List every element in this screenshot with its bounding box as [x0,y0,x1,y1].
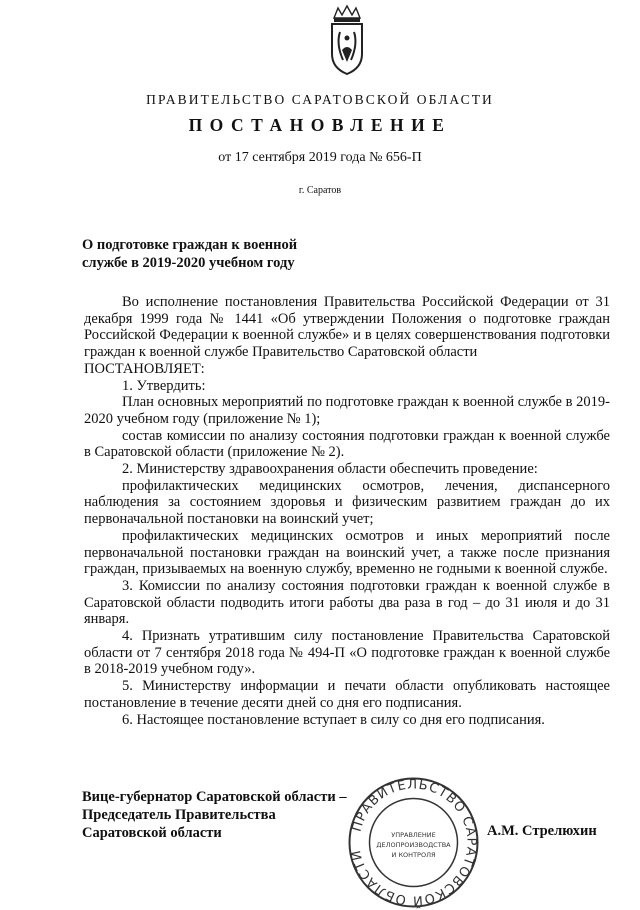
coat-of-arms-emblem [318,4,376,76]
document-type-title: ПОСТАНОВЛЕНИЕ [188,115,452,135]
paragraph-6: 6. Настоящее постановление вступает в силу со дня его подписания. [122,711,545,728]
paragraph-1b: состав комиссии по анализу состояния подготовки граждан к военной службе в Саратовской области (приложение № 2). [84,427,610,461]
paragraph-3: 3. Комиссии по анализу состояния подготовки граждан к военной службе в Саратовской области подводить итоги работы два раза в год – до 31 июля и до 31 января. [84,577,610,628]
document-date-number: от 17 сентября 2019 года № 656-П [218,150,422,165]
signatory-line-3: Саратовской области [82,825,222,841]
seal-inner-line-3: И КОНТРОЛЯ [391,851,436,859]
signatory-line-2: Председатель Правительства [82,807,276,823]
paragraph-5: 5. Министерству информации и печати области опубликовать настоящее постановление в течение десяти дней со дня его подписания. [84,678,610,711]
subject-line-2: службе в 2019-2020 учебном году [82,255,295,271]
document-subject [82,236,372,272]
government-name: ПРАВИТЕЛЬСТВО САРАТОВСКОЙ ОБЛАСТИ [146,92,494,107]
intro-paragraph: Во исполнение постановления Правительства Российской Федерации от 31 декабря 1999 года № 1441 «Об утверждении Положения о подготовке граждан Российской Федерации к военной службе» и в целях совершенствования подготовки граждан к военной службе Правительство Саратовской области [84,294,610,361]
paragraph-1: 1. Утвердить: [122,377,206,394]
signatory-line-1: Вице-губернатор Саратовской области – [82,789,347,805]
official-seal-stamp [346,775,481,910]
subject-line-1: О подготовке граждан к военной [82,237,298,253]
seal-ring-text: ПРАВИТЕЛЬСТВО САРАТОВСКОЙ ОБЛАСТИ [348,777,479,908]
signatory-name: А.М. Стрелюхин [487,823,597,839]
paragraph-2a: профилактических медицинских осмотров, лечения, диспансерного наблюдения за состоянием здоровья и физическим развитием граждан до их первоначальной постановки на воинский учет; [84,477,610,528]
paragraph-2b: профилактических медицинских осмотров и иных мероприятий после первоначальной постановки граждан на воинский учет, а также после признания граждан, призываемых на военную службу, временно не годными к военной службе. [84,527,610,578]
document-city: г. Саратов [298,185,342,196]
document-body [84,294,610,728]
paragraph-2: 2. Министерству здравоохранения области обеспечить проведение: [122,461,538,478]
decree-word: ПОСТАНОВЛЯЕТ: [84,360,205,377]
paragraph-1a: План основных мероприятий по подготовке граждан к военной службе в 2019-2020 учебном году (приложение № 1); [84,394,610,427]
seal-inner-line-2: ДЕЛОПРОИЗВОДСТВА [376,841,451,849]
paragraph-4: 4. Признать утратившим силу постановление Правительства Саратовской области от 7 сентября 2018 года № 494-П «О подготовке граждан к военной службе в 2018-2019 учебном году». [84,628,610,678]
seal-inner-line-1: УПРАВЛЕНИЕ [391,831,436,839]
